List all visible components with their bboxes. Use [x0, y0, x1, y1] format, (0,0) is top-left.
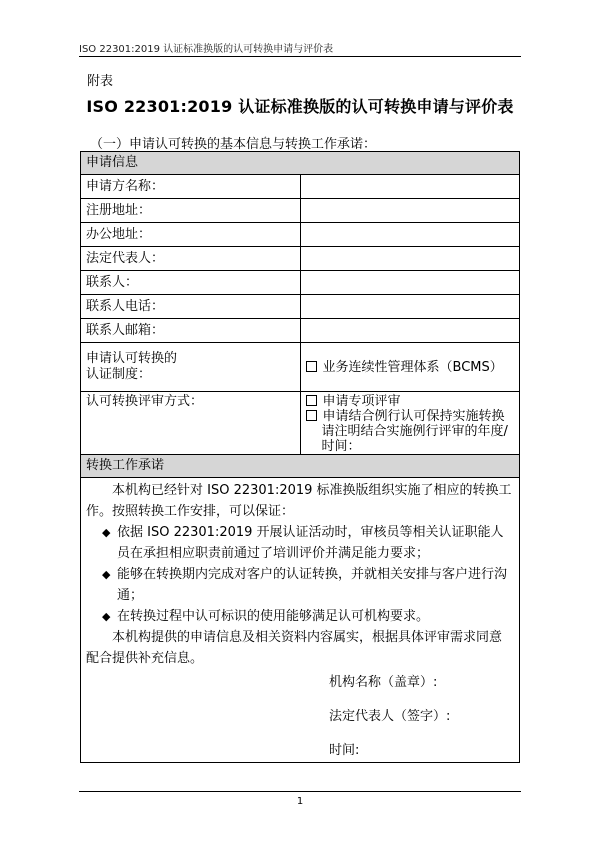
org-seal-field[interactable]: 机构名称（盖章）:: [329, 675, 438, 690]
field-label-office-address: 办公地址：: [81, 223, 301, 247]
field-input-contact-email[interactable]: [300, 319, 520, 343]
commitment-bullet-text: 在转换过程中认可标识的使用能够满足认可机构要求。: [117, 609, 430, 624]
commitment-bullet-text: 能够在转换期内完成对客户的认证转换，并就相关安排与客户进行沟通；: [117, 567, 508, 603]
field-label-review-method: 认可转换评审方式：: [81, 392, 301, 455]
special-review-option[interactable]: [306, 394, 520, 409]
commitment-closing: 本机构提供的申请信息及相关资料内容属实，根据具体评审需求同意配合提供补充信息。: [86, 630, 503, 666]
appendix-label: 附表: [87, 74, 114, 89]
page-number: 1: [296, 796, 304, 807]
bcms-option-label: 业务连续性管理体系（BCMS）: [322, 359, 503, 375]
field-label-contact-person: 联系人：: [81, 271, 301, 295]
routine-review-label: 申请结合例行认可保持实施转换: [322, 409, 505, 424]
routine-review-note: 请注明结合实施例行评审的年度/时间：: [321, 424, 508, 454]
certification-system-label-line1: 申请认可转换的: [86, 351, 178, 366]
diamond-bullet-icon: ◆: [102, 568, 111, 581]
commitment-header: 转换工作承诺: [81, 455, 520, 478]
field-row-registered-address: [81, 199, 520, 223]
commitment-bullet-text: 依据 ISO 22301:2019 开展认证活动时，审核员等相关认证职能人员在承担相应职责前通过了培训评价并满足能力要求；: [117, 525, 504, 561]
field-label-legal-representative: 法定代表人：: [81, 247, 301, 271]
running-header: ISO 22301:2019 认证标准换版的认可转换申请与评价表: [79, 44, 334, 55]
field-row-contact-email: [81, 319, 520, 343]
special-review-label: 申请专项评审: [322, 394, 401, 409]
commitment-intro: 本机构已经针对 ISO 22301:2019 标准换版组织实施了相应的转换工作。按照转换工作安排，可以保证：: [86, 483, 512, 519]
field-input-contact-person[interactable]: [300, 271, 520, 295]
application-info-header-row: [81, 152, 520, 175]
certification-system-cell: [300, 343, 520, 392]
field-input-legal-representative[interactable]: [300, 247, 520, 271]
field-label-certification-system: [81, 343, 301, 392]
field-label-registered-address: 注册地址：: [81, 199, 301, 223]
bcms-checkbox[interactable]: [306, 361, 317, 372]
field-input-registered-address[interactable]: [300, 199, 520, 223]
section-title: （一）申请认可转换的基本信息与转换工作承诺：: [90, 137, 377, 152]
field-row-review-method: [81, 392, 520, 455]
field-label-contact-phone: 联系人电话：: [81, 295, 301, 319]
field-row-contact-person: [81, 271, 520, 295]
field-input-applicant-name[interactable]: [300, 175, 520, 199]
field-label-contact-email: 联系人邮箱：: [81, 319, 301, 343]
legal-rep-signature-field[interactable]: 法定代表人（签字）:: [329, 709, 451, 724]
date-field[interactable]: 时间:: [329, 743, 360, 758]
certification-system-label-line2: 认证制度：: [86, 367, 152, 382]
commitment-bullet: [86, 522, 513, 564]
application-info-header: 申请信息: [81, 152, 520, 175]
field-row-applicant-name: [81, 175, 520, 199]
document-title: ISO 22301:2019 认证标准换版的认可转换申请与评价表: [86, 97, 514, 116]
commitment-bullet: [86, 606, 513, 627]
field-row-certification-system: [81, 343, 520, 392]
commitment-header-row: [81, 455, 520, 478]
signature-block: [86, 672, 513, 762]
field-row-contact-phone: [81, 295, 520, 319]
field-input-contact-phone[interactable]: [300, 295, 520, 319]
special-review-checkbox[interactable]: [306, 395, 317, 406]
review-method-cell: [300, 392, 520, 455]
application-form-table: [80, 151, 520, 763]
header-rule: [79, 56, 521, 57]
field-row-office-address: [81, 223, 520, 247]
field-label-applicant-name: 申请方名称：: [81, 175, 301, 199]
field-input-office-address[interactable]: [300, 223, 520, 247]
footer-rule: [79, 791, 521, 792]
commitment-body-row: [81, 478, 520, 763]
commitment-bullet: [86, 564, 513, 606]
commitment-body: [81, 478, 520, 763]
diamond-bullet-icon: ◆: [102, 610, 111, 623]
diamond-bullet-icon: ◆: [102, 526, 111, 539]
routine-review-checkbox[interactable]: [306, 410, 317, 421]
field-row-legal-representative: [81, 247, 520, 271]
routine-review-option[interactable]: [306, 409, 520, 424]
bcms-option[interactable]: [306, 360, 520, 375]
